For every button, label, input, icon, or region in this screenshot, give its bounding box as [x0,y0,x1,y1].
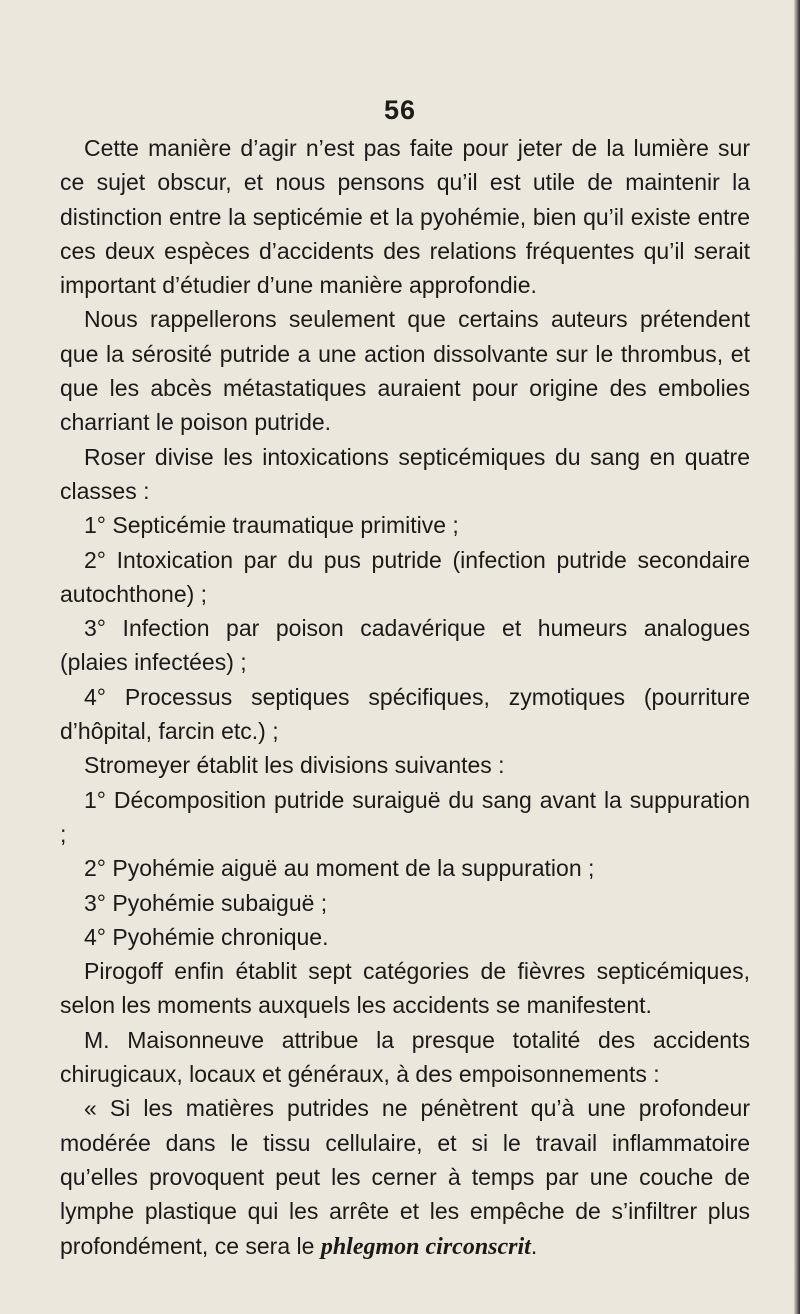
paragraph: Nous rappellerons seulement que certains auteurs prétendent que la sérosité putride a une action dissolvante sur le thrombus, et que les abcès métastatiques auraient pour origine des embolies charriant le poison putride. [60,306,750,436]
list-item: 3° Pyohémie subaiguë ; [84,889,328,916]
quote-text: « Si les matières putrides ne pénètrent qu’à une profondeur modérée dans le tissu cellulaire, et si le travail inflammatoire qu’elles provoquent peut les cerner à temps par une couche de lymphe plastique qui les arrête et les empêche de s’infiltrer plus profondément, ce sera le [60,1095,750,1259]
list-item: 4° Pyohémie chronique. [84,923,329,950]
page-edge-shadow [794,0,800,1314]
page-number: 56 [383,95,417,125]
paragraph: Roser divise les intoxications septicémiques du sang en quatre classes : [60,443,750,504]
paragraph: Stromeyer établit les divisions suivantes : [84,752,505,779]
list-item: 4° Processus septiques spécifiques, zymotiques (pourriture d’hôpital, farcin etc.) ; [60,683,750,745]
quote-paragraph [60,1091,750,1263]
body-text [60,131,750,1264]
paragraph: M. Maisonneuve attribue la presque totalité des accidents chirugicaux, locaux et généraux, à des empoisonnements : [60,1026,750,1088]
list-item: 3° Infection par poison cadavérique et humeurs analogues (plaies infectées) ; [60,615,750,676]
quote-end: . [530,1232,538,1259]
list-item: 2° Pyohémie aiguë au moment de la suppuration ; [84,855,595,882]
italic-term: phlegmon circonscrit [320,1233,531,1260]
list-item: 1° Décomposition putride suraiguë du sang avant la suppuration ; [60,786,750,847]
list-item: 2° Intoxication par du pus putride (infection putride secondaire autochthone) ; [60,546,750,607]
paragraph: Pirogoff enfin établit sept catégories de fièvres septicémiques, selon les moments auxquels les accidents se manifestent. [60,958,750,1019]
paragraph: Cette manière d’agir n’est pas faite pour jeter de la lumière sur ce sujet obscur, et nous pensons qu’il est utile de maintenir la distinction entre la septicémie et la pyohémie, bien qu’il existe entre ces deux espèces d’accidents des relations fréquentes qu’il serait important d’étudier d’une manière approfondie. [60,135,750,299]
list-item: 1° Septicémie traumatique primitive ; [84,512,459,539]
